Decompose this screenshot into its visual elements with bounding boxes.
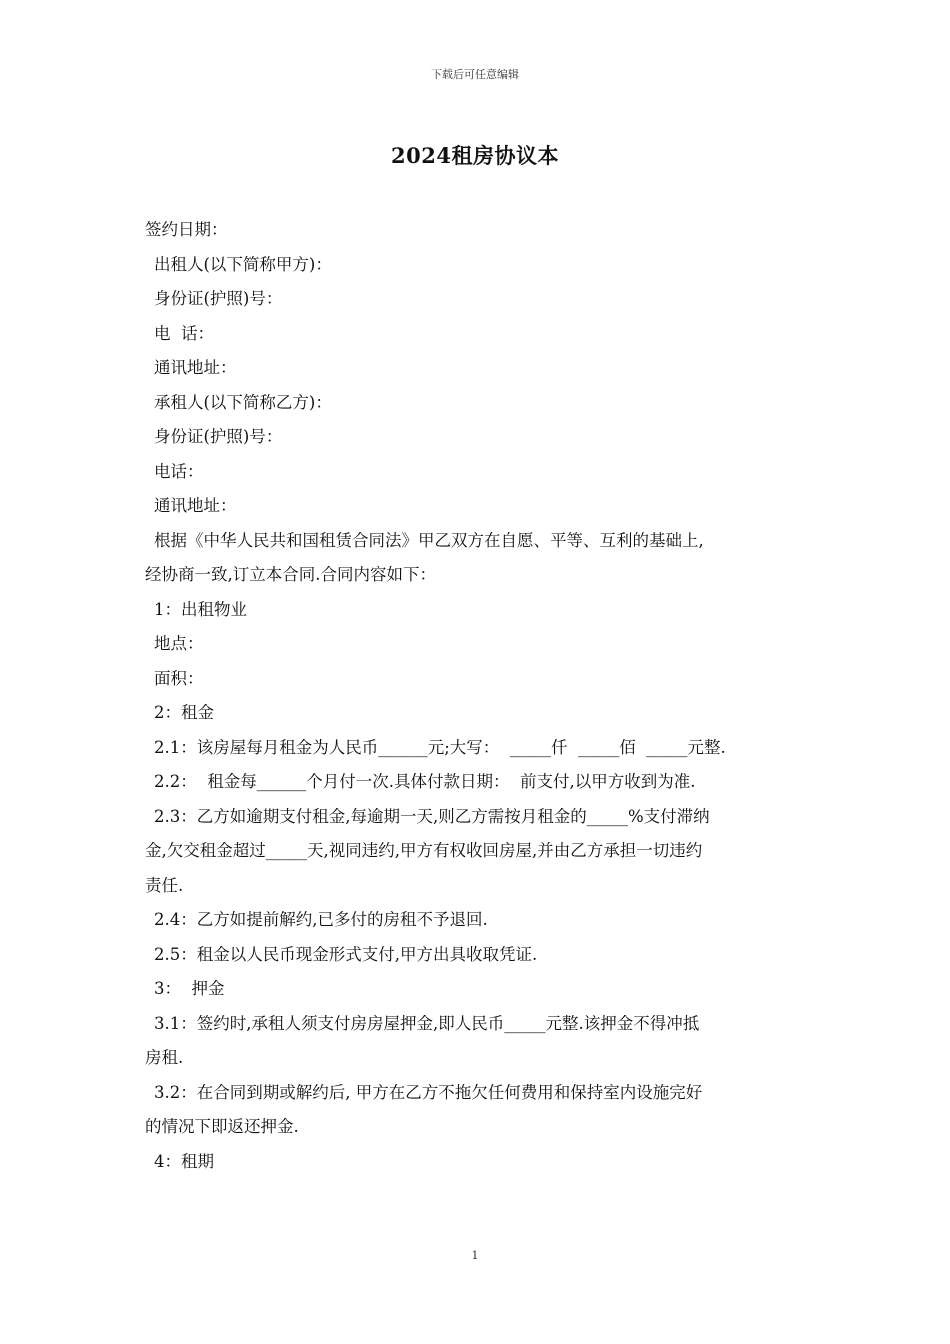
document-line: 通讯地址： xyxy=(154,496,237,515)
document-line: 通讯地址： xyxy=(154,358,237,377)
document-line: 2.4：乙方如提前解约,已多付的房租不予退回. xyxy=(154,910,488,929)
document-line: 2.3：乙方如逾期支付租金,每逾期一天,则乙方需按月租金的_____%支付滞纳 xyxy=(154,806,710,826)
document-line: 2.2： 租金每______个月付一次.具体付款日期： 前支付,以甲方收到为准. xyxy=(154,772,696,791)
document-line: 4：租期 xyxy=(154,1151,214,1171)
header-note: 下载后可任意编辑 xyxy=(431,68,519,81)
document-line: 面积： xyxy=(154,668,204,688)
document-line: 身份证(护照)号： xyxy=(154,427,283,446)
document-title: 2024租房协议本 xyxy=(391,143,559,168)
document-body xyxy=(145,213,810,1179)
document-line: 金,欠交租金超过_____天,视同违约,甲方有权收回房屋,并由乙方承担一切违约 xyxy=(145,841,703,860)
document-line: 房租. xyxy=(145,1048,184,1067)
document-line: 2.5：租金以人民币现金形式支付,甲方出具收取凭证. xyxy=(154,944,538,964)
document-line: 根据《中华人民共和国租赁合同法》甲乙双方在自愿、平等、互利的基础上, xyxy=(154,530,704,550)
document-line: 出租人(以下简称甲方)： xyxy=(154,254,332,274)
document-line: 电话： xyxy=(154,461,204,481)
document-line: 地点： xyxy=(154,634,204,653)
document-line: 经协商一致,订立本合同.合同内容如下： xyxy=(145,565,436,584)
document-line: 2：租金 xyxy=(154,703,214,722)
document-line: 2.1：该房屋每月租金为人民币______元;大写： _____仟 _____佰 _____元整. xyxy=(154,737,726,757)
document-line: 3.2：在合同到期或解约后, 甲方在乙方不拖欠任何费用和保持室内设施完好 xyxy=(154,1082,703,1102)
document-line: 签约日期： xyxy=(145,220,228,239)
document-line: 责任. xyxy=(145,875,184,895)
document-line: 1：出租物业 xyxy=(154,599,247,619)
document-line: 电 话： xyxy=(154,323,214,343)
document-line: 3.1：签约时,承租人须支付房房屋押金,即人民币_____元整.该押金不得冲抵 xyxy=(154,1013,700,1033)
document-line: 的情况下即返还押金. xyxy=(145,1117,299,1136)
document-line: 3： 押金 xyxy=(154,979,225,998)
document-line: 身份证(护照)号： xyxy=(154,289,283,308)
document-line: 承租人(以下简称乙方)： xyxy=(154,392,332,412)
page-number: 1 xyxy=(471,1249,479,1262)
